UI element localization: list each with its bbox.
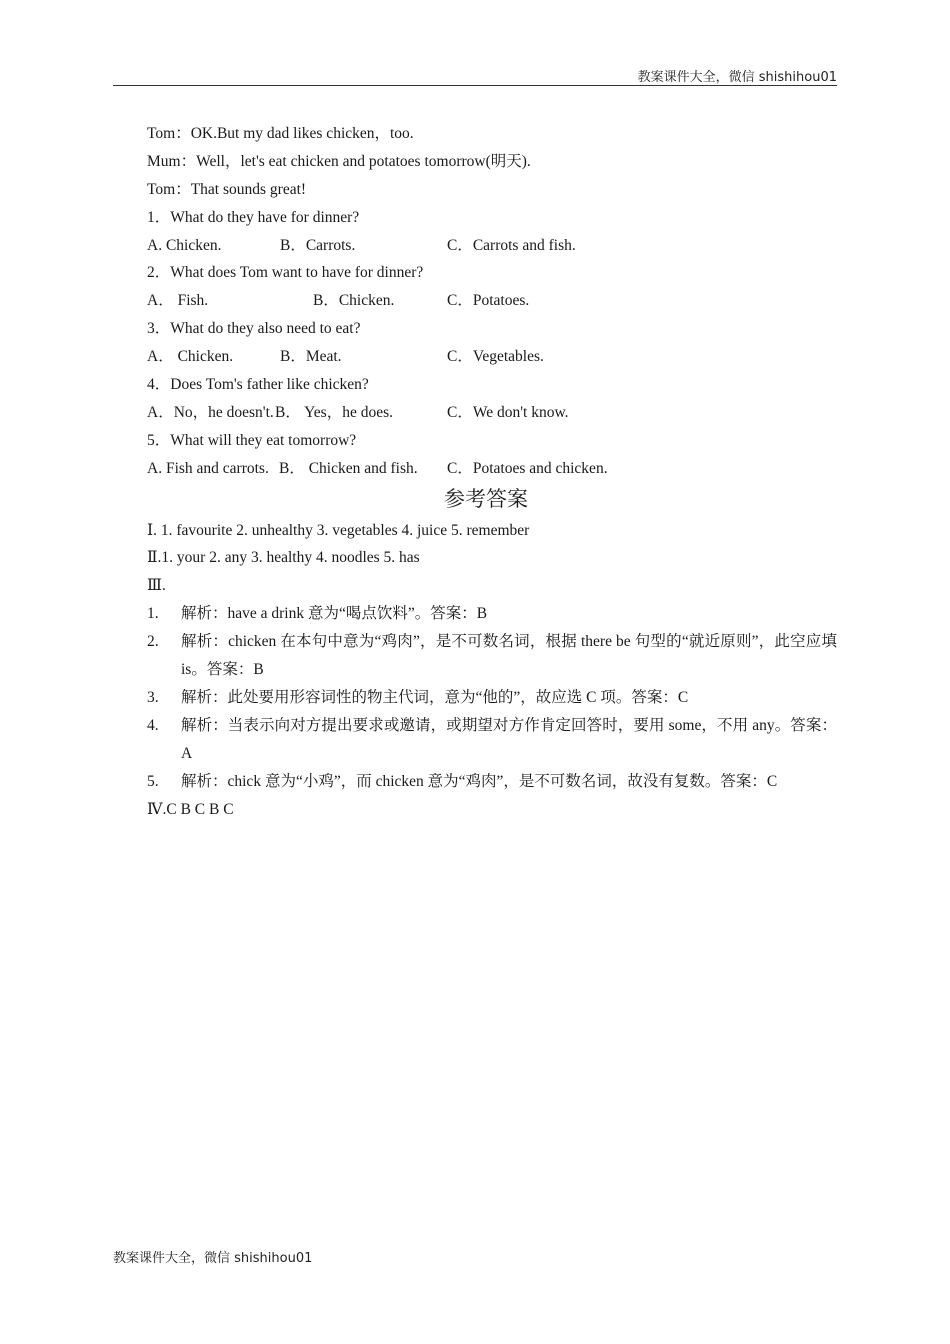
question-1: 1．What do they have for dinner? bbox=[147, 208, 360, 226]
dialogue-line: Mum：Well，let's eat chicken and potatoes tomorrow(明天). bbox=[147, 152, 531, 170]
explanation-number: 4. bbox=[147, 716, 159, 734]
option-a: A．No，he doesn't. bbox=[147, 403, 274, 421]
question-5: 5．What will they eat tomorrow? bbox=[147, 431, 357, 449]
explanation-text: 解析：此处要用形容词性的物主代词，意为“他的”，故应选 C 项。答案：C bbox=[181, 688, 689, 706]
option-b: B．Chicken. bbox=[313, 292, 395, 310]
question-1-options bbox=[147, 232, 837, 260]
answer-section-4: Ⅳ.C B C B C bbox=[147, 800, 234, 818]
question-2-options bbox=[147, 287, 837, 315]
option-b: B．Carrots. bbox=[280, 236, 356, 254]
dialogue-line: Tom：That sounds great! bbox=[147, 180, 307, 198]
answer-section-1: Ⅰ. 1. favourite 2. unhealthy 3. vegetables 4. juice 5. remember bbox=[147, 521, 530, 539]
question-4: 4．Does Tom's father like chicken? bbox=[147, 376, 369, 394]
option-a: A． Chicken. bbox=[147, 348, 234, 366]
option-c: C．We don't know. bbox=[447, 403, 569, 421]
answer-section-3-label: Ⅲ. bbox=[147, 577, 166, 595]
explanation-number: 1. bbox=[147, 605, 159, 623]
footer-text: 教案课件大全，微信 shishihou01 bbox=[113, 1251, 313, 1266]
dialogue-line: Tom：OK.But my dad likes chicken，too. bbox=[147, 125, 414, 142]
option-c: C．Vegetables. bbox=[447, 348, 544, 366]
explanation-text: 解析：have a drink 意为“喝点饮料”。答案：B bbox=[181, 605, 488, 623]
question-5-options bbox=[147, 455, 837, 483]
explanation-item bbox=[147, 600, 837, 628]
explanation-text: 解析：当表示向对方提出要求或邀请，或期望对方作肯定回答时，要用 some，不用 any。答案：A bbox=[181, 716, 837, 762]
answer-key-title: 参考答案 bbox=[444, 486, 528, 511]
explanation-item bbox=[147, 712, 837, 768]
option-b: B． Yes，he does. bbox=[275, 403, 393, 421]
page-content bbox=[147, 120, 837, 823]
question-4-options bbox=[147, 399, 837, 427]
explanation-text: 解析：chicken 在本句中意为“鸡肉”，是不可数名词，根据 there be 句型的“就近原则”，此空应填 is。答案：B bbox=[181, 633, 837, 679]
explanation-item bbox=[147, 684, 837, 712]
answer-section-2: Ⅱ.1. your 2. any 3. healthy 4. noodles 5. has bbox=[147, 549, 420, 567]
option-c: C．Carrots and fish. bbox=[447, 236, 576, 254]
question-3: 3．What do they also need to eat? bbox=[147, 320, 361, 338]
header-divider bbox=[113, 85, 837, 86]
explanation-number: 2. bbox=[147, 633, 159, 651]
explanation-text: 解析：chick 意为“小鸡”，而 chicken 意为“鸡肉”，是不可数名词，故没有复数。答案：C bbox=[181, 772, 778, 790]
option-a: A. Fish and carrots. bbox=[147, 459, 269, 477]
explanation-item bbox=[147, 768, 837, 796]
explanation-number: 5. bbox=[147, 772, 159, 790]
explanation-number: 3. bbox=[147, 688, 159, 706]
option-c: C．Potatoes and chicken. bbox=[447, 459, 608, 477]
header-text: 教案课件大全，微信 shishihou01 bbox=[637, 70, 837, 85]
option-a: A. Chicken. bbox=[147, 236, 222, 254]
question-2: 2．What does Tom want to have for dinner? bbox=[147, 264, 424, 282]
option-b: B． Chicken and fish. bbox=[279, 459, 418, 477]
option-b: B．Meat. bbox=[280, 348, 342, 366]
option-c: C．Potatoes. bbox=[447, 292, 530, 310]
question-3-options bbox=[147, 343, 837, 371]
option-a: A． Fish. bbox=[147, 292, 209, 310]
explanation-item bbox=[147, 628, 837, 684]
